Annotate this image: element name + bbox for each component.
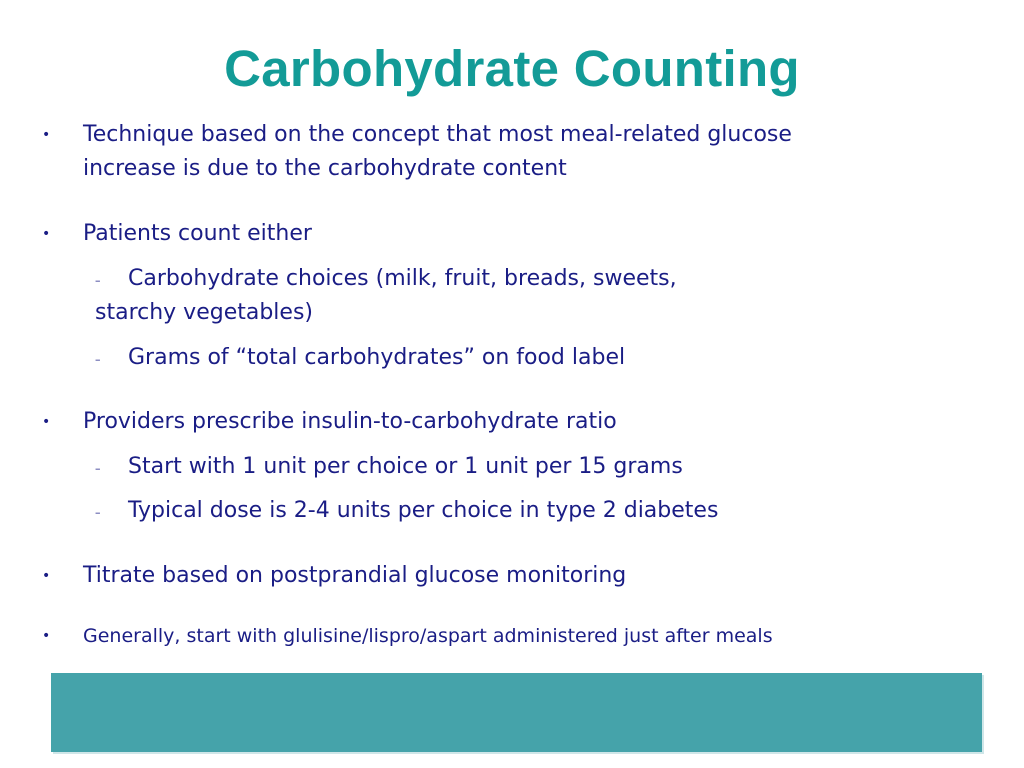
sub-bullet-marker: – <box>95 462 101 475</box>
bullet-text-line: Technique based on the concept that most meal-related glucose <box>83 122 792 147</box>
bullet-marker: • <box>42 628 51 644</box>
bullet-marker: • <box>42 568 51 584</box>
bullet-text-line: Titrate based on postprandial glucose monitoring <box>83 563 627 588</box>
bullet-marker: • <box>42 226 51 242</box>
sub-bullet-text-line: Typical dose is 2-4 units per choice in type 2 diabetes <box>128 498 719 523</box>
sub-bullet-text-line: Start with 1 unit per choice or 1 unit per 15 grams <box>128 454 683 479</box>
bullet-text-line: Generally, start with glulisine/lispro/aspart administered just after meals <box>83 625 773 647</box>
bullet-marker: • <box>42 414 51 430</box>
slide-title: Carbohydrate Counting <box>224 40 800 97</box>
bullet-text-line: increase is due to the carbohydrate content <box>83 156 567 181</box>
sub-bullet-marker: – <box>95 353 101 366</box>
sub-bullet-marker: – <box>95 274 101 287</box>
sub-bullet-text-line: Carbohydrate choices (milk, fruit, breads, sweets, <box>128 266 677 291</box>
bullet-text-line: Patients count either <box>83 221 312 246</box>
bullet-marker: • <box>42 127 51 143</box>
footer-band <box>51 673 982 752</box>
sub-bullet-text-line: Grams of “total carbohydrates” on food label <box>128 345 626 370</box>
sub-bullet-marker: – <box>95 506 101 519</box>
bullet-text-line: Providers prescribe insulin-to-carbohydrate ratio <box>83 409 617 434</box>
sub-bullet-text-line: starchy vegetables) <box>95 300 314 325</box>
